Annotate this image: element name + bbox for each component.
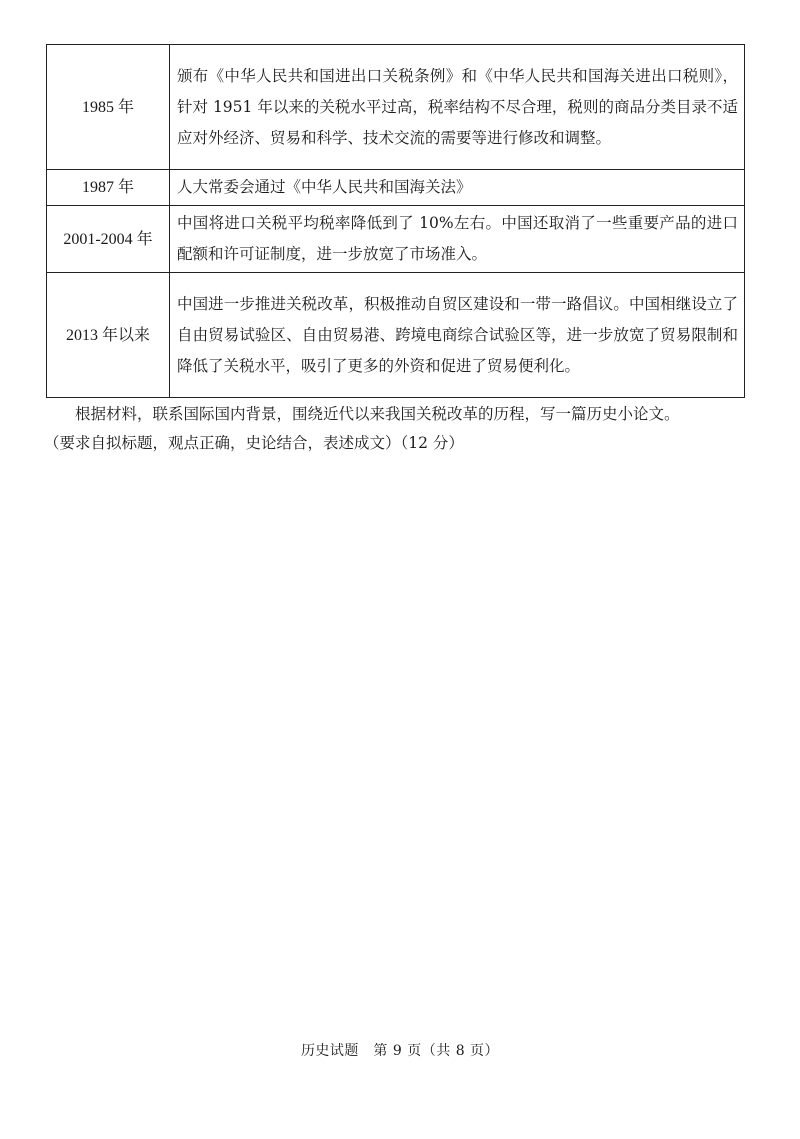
table-row	[47, 45, 745, 170]
year-cell: 1987 年	[47, 170, 170, 206]
description-cell: 中国将进口关税平均税率降低到了 10%左右。中国还取消了一些重要产品的进口配额和许可证制度，进一步放宽了市场准入。	[170, 206, 745, 273]
question-requirements: （要求自拟标题，观点正确，史论结合，表述成文）（12 分）	[44, 434, 464, 452]
tariff-timeline-table	[46, 44, 745, 398]
description-cell: 颁布《中华人民共和国进出口关税条例》和《中华人民共和国海关进出口税则》，针对 1951 年以来的关税水平过高，税率结构不尽合理，税则的商品分类目录不适应对外经济、贸易和科学、技术交流的需要等进行修改和调整。	[170, 45, 745, 170]
table-row	[47, 206, 745, 273]
description-cell: 人大常委会通过《中华人民共和国海关法》	[170, 170, 745, 206]
question-prompt: 根据材料，联系国际国内背景，围绕近代以来我国关税改革的历程，写一篇历史小论文。	[75, 405, 680, 423]
page-footer: 历史试题 第 9 页（共 8 页）	[300, 1043, 500, 1059]
year-cell: 1985 年	[47, 45, 170, 170]
table-row	[47, 170, 745, 206]
essay-question	[44, 400, 752, 458]
table-row	[47, 273, 745, 398]
year-cell: 2001-2004 年	[47, 206, 170, 273]
description-cell: 中国进一步推进关税改革，积极推动自贸区建设和一带一路倡议。中国相继设立了自由贸易试验区、自由贸易港、跨境电商综合试验区等，进一步放宽了贸易限制和降低了关税水平，吸引了更多的外资和促进了贸易便利化。	[170, 273, 745, 398]
year-cell: 2013 年以来	[47, 273, 170, 398]
